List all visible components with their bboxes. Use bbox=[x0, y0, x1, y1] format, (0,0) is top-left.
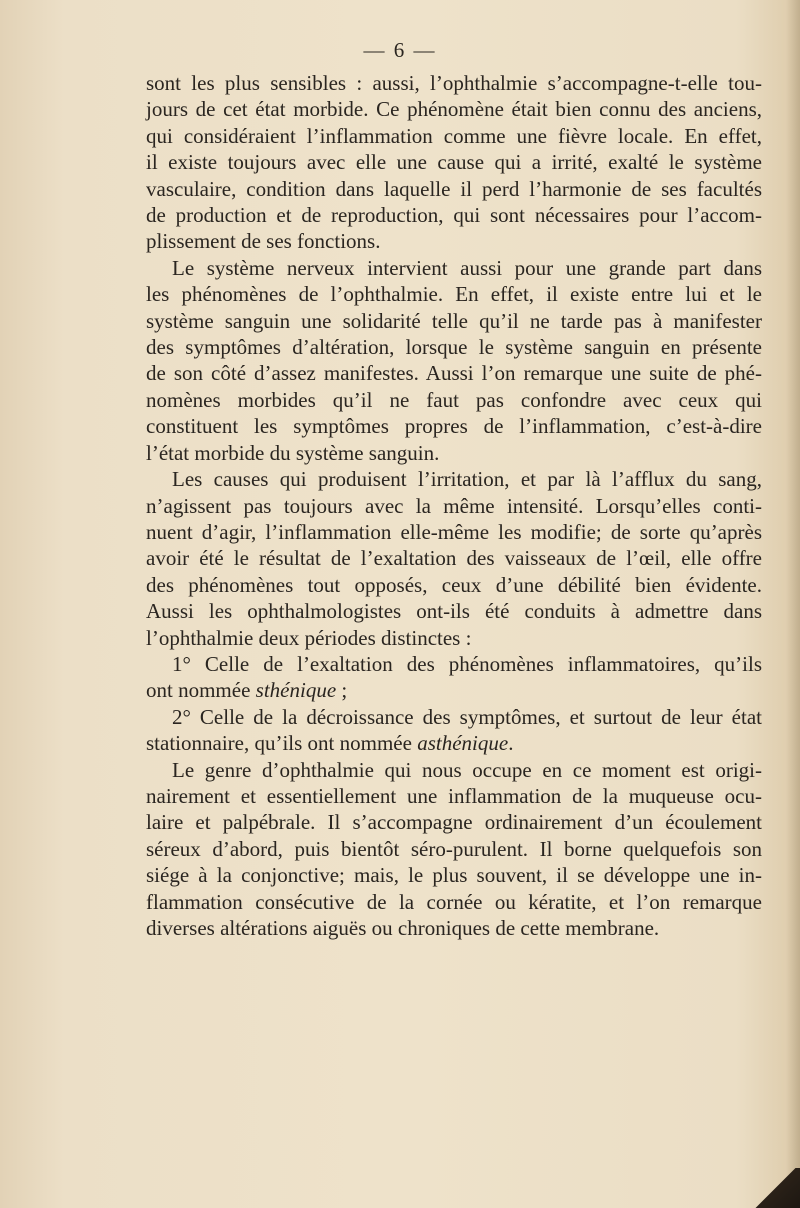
page-corner-curl bbox=[740, 1168, 800, 1208]
text-line-content: Les causes qui produisent l’irritation, et par là l’afflux du sang, bbox=[172, 467, 762, 492]
text-line bbox=[146, 519, 762, 545]
text-line bbox=[146, 836, 762, 862]
text-line bbox=[146, 677, 762, 703]
text-line-punctuation: ; bbox=[336, 678, 348, 703]
text-line-content: jours de cet état morbide. Ce phénomène était bien connu des anciens, bbox=[146, 97, 762, 122]
text-line-content: nairement et essentiellement une inflammation de la muqueuse ocu- bbox=[146, 783, 762, 808]
text-line-content: nomènes morbides qu’il ne faut pas confondre avec ceux qui bbox=[146, 387, 762, 412]
text-line bbox=[146, 149, 762, 175]
text-line bbox=[146, 783, 762, 809]
text-line bbox=[146, 651, 762, 677]
body-text bbox=[146, 70, 762, 941]
text-line-content: vasculaire, condition dans laquelle il perd l’harmonie de ses facultés bbox=[146, 176, 762, 201]
text-line-content: séreux d’abord, puis bientôt séro-purulent. Il borne quelquefois son bbox=[146, 836, 762, 861]
italic-term: asthénique bbox=[417, 731, 509, 756]
text-line bbox=[146, 730, 762, 756]
text-line-content: il existe toujours avec elle une cause qui a irrité, exalté le système bbox=[146, 150, 762, 175]
text-line bbox=[146, 228, 762, 254]
text-line-content: avoir été le résultat de l’exaltation des vaisseaux de l’œil, elle offre bbox=[146, 546, 762, 571]
text-line bbox=[146, 493, 762, 519]
text-line bbox=[146, 862, 762, 888]
text-line bbox=[146, 915, 762, 941]
text-line-content: l’ophthalmie deux périodes distinctes : bbox=[146, 625, 472, 650]
text-line-content: ont nommée bbox=[146, 678, 256, 703]
text-line bbox=[146, 545, 762, 571]
text-line-content: 1° Celle de l’exaltation des phénomènes inflammatoires, qu’ils bbox=[172, 651, 762, 676]
text-line bbox=[146, 176, 762, 202]
text-line bbox=[146, 202, 762, 228]
text-line bbox=[146, 334, 762, 360]
text-line bbox=[146, 440, 762, 466]
text-line-content: des symptômes d’altération, lorsque le système sanguin en présente bbox=[146, 335, 762, 360]
text-line-content: système sanguin une solidarité telle qu’il ne tarde pas à manifester bbox=[146, 308, 762, 333]
text-line-content: nuent d’agir, l’inflammation elle-même les modifie; de sorte qu’après bbox=[146, 519, 762, 544]
text-line bbox=[146, 360, 762, 386]
text-line-content: sont les plus sensibles : aussi, l’ophthalmie s’accompagne-t-elle tou- bbox=[146, 71, 762, 95]
page-number: — 6 — bbox=[363, 38, 437, 62]
text-line-content: diverses altérations aiguës ou chroniques de cette membrane. bbox=[146, 916, 660, 940]
text-line bbox=[146, 123, 762, 149]
text-line-content: des phénomènes tout opposés, ceux d’une débilité bien évidente. bbox=[146, 572, 762, 597]
text-line bbox=[146, 96, 762, 122]
text-line-content: stationnaire, qu’ils ont nommée bbox=[146, 731, 418, 756]
text-line-content: les phénomènes de l’ophthalmie. En effet, il existe entre lui et le bbox=[146, 282, 762, 307]
text-line-content: laire et palpébrale. Il s’accompagne ordinairement d’un écoulement bbox=[146, 810, 762, 835]
text-line-content: Le genre d’ophthalmie qui nous occupe en ce moment est origi- bbox=[172, 757, 762, 782]
text-line bbox=[146, 466, 762, 492]
text-line-content: de son côté d’assez manifestes. Aussi l’on remarque une suite de phé- bbox=[146, 361, 762, 386]
text-line-content: siége à la conjonctive; mais, le plus souvent, il se développe une in- bbox=[146, 863, 762, 888]
text-line-content: 2° Celle de la décroissance des symptômes, et surtout de leur état bbox=[172, 704, 762, 729]
text-line bbox=[146, 625, 762, 651]
text-line bbox=[146, 757, 762, 783]
text-line-content: plissement de ses fonctions. bbox=[146, 229, 381, 254]
text-line bbox=[146, 809, 762, 835]
text-line-content: de production et de reproduction, qui sont nécessaires pour l’accom- bbox=[146, 203, 762, 228]
text-line bbox=[146, 413, 762, 439]
text-line-content: l’état morbide du système sanguin. bbox=[146, 440, 440, 465]
text-line-content: Le système nerveux intervient aussi pour une grande part dans bbox=[172, 255, 762, 280]
text-line bbox=[146, 889, 762, 915]
text-line bbox=[146, 387, 762, 413]
text-line bbox=[146, 255, 762, 281]
text-line bbox=[146, 598, 762, 624]
text-line-content: Aussi les ophthalmologistes ont-ils été conduits à admettre dans bbox=[146, 599, 762, 624]
text-line-punctuation: . bbox=[508, 731, 514, 756]
spine-shadow bbox=[786, 0, 800, 1208]
italic-term: sthénique bbox=[255, 678, 337, 703]
text-line bbox=[146, 70, 762, 96]
text-line bbox=[146, 704, 762, 730]
text-line bbox=[146, 308, 762, 334]
text-line-content: flammation consécutive de la cornée ou kératite, et l’on remarque bbox=[146, 889, 762, 914]
text-line-content: n’agissent pas toujours avec la même intensité. Lorsqu’elles conti- bbox=[146, 493, 762, 518]
text-line bbox=[146, 281, 762, 307]
text-line-content: qui considéraient l’inflammation comme une fièvre locale. En effet, bbox=[146, 123, 762, 148]
text-line-content: constituent les symptômes propres de l’inflammation, c’est-à-dire bbox=[146, 414, 762, 439]
text-line bbox=[146, 572, 762, 598]
